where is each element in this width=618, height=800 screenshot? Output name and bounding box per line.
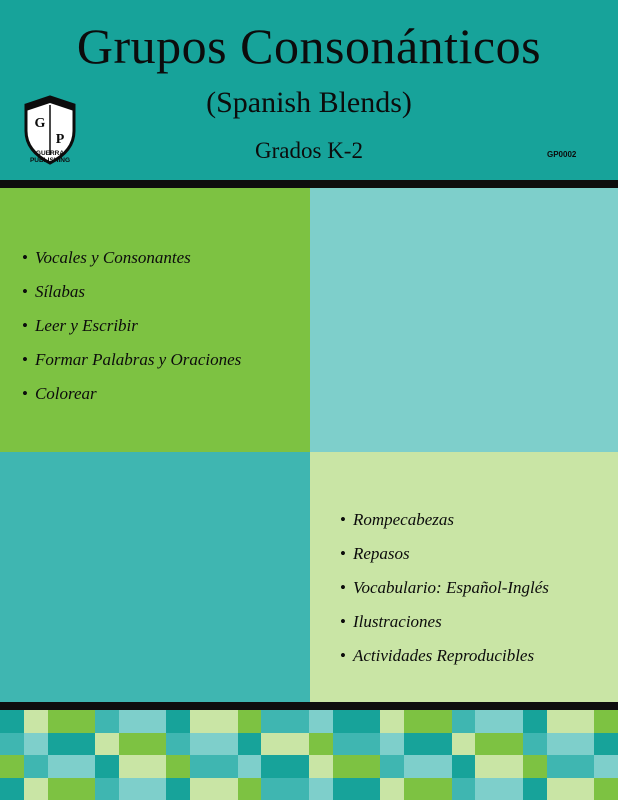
checker-tile <box>285 733 309 756</box>
checker-tile <box>119 778 143 800</box>
checker-tile <box>594 710 618 733</box>
checker-tile <box>452 755 476 778</box>
checker-tile <box>48 778 72 800</box>
checker-tile <box>48 733 72 756</box>
checker-tile <box>24 778 48 800</box>
checker-tile <box>71 778 95 800</box>
features-list-right <box>340 510 549 680</box>
publisher-name-line1: GUERRA <box>35 150 65 157</box>
checker-tile <box>24 710 48 733</box>
checker-tile <box>357 733 381 756</box>
publisher-name-line2: PUBLISHING <box>29 157 71 164</box>
checker-tile <box>404 710 428 733</box>
checker-tile <box>0 755 24 778</box>
list-item: • Actividades Reproducibles <box>340 646 535 665</box>
checker-tile <box>95 733 119 756</box>
checker-tile <box>380 710 404 733</box>
checker-tile <box>261 755 285 778</box>
checker-tile <box>48 710 72 733</box>
checker-tile <box>594 755 618 778</box>
checker-tile <box>333 710 357 733</box>
checker-tile <box>309 710 333 733</box>
checker-tile <box>214 710 238 733</box>
checker-tile <box>190 755 214 778</box>
checker-tile <box>214 778 238 800</box>
list-item: • Ilustraciones <box>340 612 442 631</box>
checker-tile <box>570 710 594 733</box>
grade-range: Grados K-2 <box>255 138 363 163</box>
list-item: • Vocales y Consonantes <box>22 248 191 267</box>
checker-tile <box>48 755 72 778</box>
checker-tile <box>309 778 333 800</box>
checker-tile <box>428 778 452 800</box>
teal-panel <box>0 452 310 702</box>
checker-tile <box>309 733 333 756</box>
checker-tile <box>0 733 24 756</box>
checker-tile <box>547 710 571 733</box>
cover-subtitle: (Spanish Blends) <box>206 86 412 119</box>
list-item: • Leer y Escribir <box>22 316 138 335</box>
checker-tile <box>404 733 428 756</box>
checker-tile <box>380 755 404 778</box>
list-item: • Repasos <box>340 544 410 563</box>
checker-tile <box>190 778 214 800</box>
checker-tile <box>238 710 262 733</box>
checker-tile <box>24 755 48 778</box>
product-code: GP0002 <box>547 150 577 159</box>
checker-tile <box>594 778 618 800</box>
checker-tile <box>499 778 523 800</box>
light-teal-panel <box>310 188 618 452</box>
checker-tile <box>214 733 238 756</box>
checker-tile <box>475 733 499 756</box>
checker-tile <box>119 733 143 756</box>
checker-tile <box>570 733 594 756</box>
checker-tile <box>95 755 119 778</box>
checker-tile <box>523 710 547 733</box>
checker-tile <box>238 778 262 800</box>
checker-tile <box>380 778 404 800</box>
checker-tile <box>0 778 24 800</box>
checker-tile <box>452 778 476 800</box>
checker-tile <box>119 710 143 733</box>
checker-tile <box>404 755 428 778</box>
checker-tile <box>166 733 190 756</box>
checker-tile <box>333 755 357 778</box>
checker-tile <box>357 778 381 800</box>
list-item: • Vocabulario: Español-Inglés <box>340 578 549 597</box>
checker-tile <box>499 710 523 733</box>
checker-tile <box>475 755 499 778</box>
checker-tile <box>499 755 523 778</box>
checker-tile <box>452 733 476 756</box>
checker-tile <box>523 733 547 756</box>
checker-tile <box>166 778 190 800</box>
checker-tile <box>166 755 190 778</box>
checker-tile <box>285 710 309 733</box>
checker-tile <box>143 778 167 800</box>
checker-tile <box>166 710 190 733</box>
checker-tile <box>143 710 167 733</box>
checker-tile <box>24 733 48 756</box>
checker-tile <box>357 755 381 778</box>
checker-tile <box>143 733 167 756</box>
checker-tile <box>261 710 285 733</box>
checker-tile <box>547 755 571 778</box>
checker-tile <box>594 733 618 756</box>
logo-letter-g: G <box>34 116 46 131</box>
checker-tile <box>95 710 119 733</box>
checker-tile <box>428 710 452 733</box>
list-item: • Formar Palabras y Oraciones <box>22 350 242 369</box>
checker-tile <box>261 733 285 756</box>
cover-title: Grupos Consonánticos <box>76 18 542 74</box>
checker-tile <box>547 778 571 800</box>
checker-tile <box>333 778 357 800</box>
checker-tile <box>570 778 594 800</box>
checkered-footer-pattern <box>0 710 618 800</box>
checker-tile <box>428 733 452 756</box>
logo-letter-p: P <box>55 132 65 147</box>
checker-tile <box>475 710 499 733</box>
checker-tile <box>238 755 262 778</box>
checker-tile <box>428 755 452 778</box>
header-divider-band <box>0 180 618 188</box>
checker-tile <box>547 733 571 756</box>
checker-tile <box>71 755 95 778</box>
checker-tile <box>523 755 547 778</box>
checker-tile <box>71 733 95 756</box>
checker-tile <box>190 733 214 756</box>
checker-tile <box>119 755 143 778</box>
checker-tile <box>309 755 333 778</box>
checker-tile <box>238 733 262 756</box>
checker-tile <box>475 778 499 800</box>
list-item: • Rompecabezas <box>340 510 454 529</box>
publisher-name <box>12 150 88 164</box>
checker-tile <box>71 710 95 733</box>
checker-tile <box>0 710 24 733</box>
list-item: • Colorear <box>22 384 97 403</box>
checker-tile <box>499 733 523 756</box>
footer-divider-band <box>0 702 618 710</box>
checker-tile <box>261 778 285 800</box>
checker-tile <box>357 710 381 733</box>
checker-tile <box>380 733 404 756</box>
checker-tile <box>214 755 238 778</box>
checker-tile <box>570 755 594 778</box>
checker-tile <box>333 733 357 756</box>
checker-tile <box>404 778 428 800</box>
features-list-left <box>22 248 241 418</box>
checker-tile <box>143 755 167 778</box>
checker-tile <box>523 778 547 800</box>
checker-tile <box>452 710 476 733</box>
checker-tile <box>285 778 309 800</box>
list-item: • Sílabas <box>22 282 86 301</box>
checker-tile <box>95 778 119 800</box>
checker-tile <box>285 755 309 778</box>
checker-tile <box>190 710 214 733</box>
